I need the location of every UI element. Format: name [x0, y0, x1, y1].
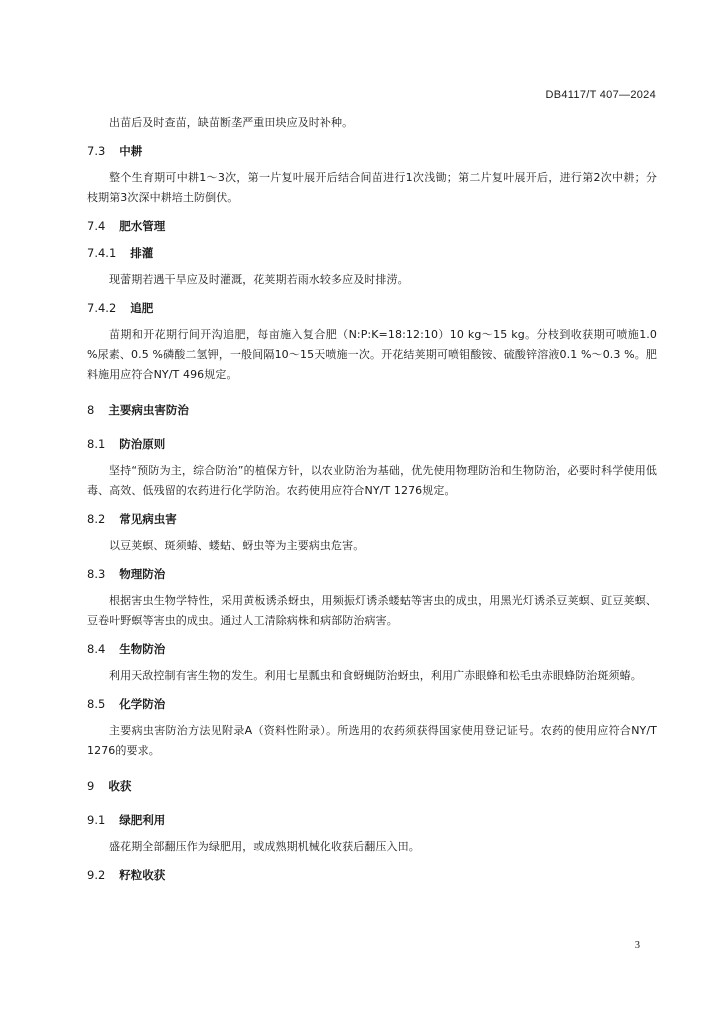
- section-title: 中耕: [119, 144, 143, 158]
- section-title: 籽粒收获: [119, 868, 166, 882]
- section-title: 收获: [108, 779, 132, 793]
- section-heading: [87, 811, 657, 829]
- section-title: 排灌: [130, 246, 154, 260]
- document-code: DB4117/T 407—2024: [545, 89, 656, 101]
- section-title: 物理防治: [119, 567, 166, 581]
- section-heading: [87, 565, 657, 583]
- section-heading: [87, 217, 657, 235]
- section-title: 追肥: [130, 301, 154, 315]
- section-number: 9: [87, 779, 95, 793]
- section-title: 绿肥利用: [119, 813, 166, 827]
- section-title: 肥水管理: [119, 219, 166, 233]
- section-number: 7.3: [87, 144, 106, 158]
- paragraph: 坚持“预防为主，综合防治”的植保方针，以农业防治为基础，优先使用物理防治和生物防治，必要时科学使用低毒、高效、低残留的农药进行化学防治。农药使用应符合NY/T 1276规定。: [87, 464, 657, 497]
- paragraph: 利用天敌控制有害生物的发生。利用七星瓢虫和食蚜蝇防治蚜虫，利用广赤眼蜂和松毛虫赤眼蜂防治斑须蝽。: [109, 669, 642, 682]
- section-heading: [87, 435, 657, 453]
- section-number: 8.2: [87, 512, 106, 526]
- chapter-heading: [87, 777, 657, 795]
- section-number: 9.1: [87, 813, 106, 827]
- section-number: 8.3: [87, 567, 106, 581]
- subsection-heading: [87, 299, 657, 317]
- section-number: 8.5: [87, 697, 106, 711]
- paragraph: 盛花期全部翻压作为绿肥用，或成熟期机械化收获后翻压入田。: [109, 840, 420, 853]
- section-title: 生物防治: [119, 642, 166, 656]
- section-heading: [87, 510, 657, 528]
- section-number: 7.4.2: [87, 301, 117, 315]
- paragraph: 以豆荚螟、斑须蝽、蝼蛄、蚜虫等为主要病虫危害。: [109, 539, 365, 552]
- section-number: 9.2: [87, 868, 106, 882]
- section-title: 常见病虫害: [119, 512, 177, 526]
- document-body: [87, 113, 657, 884]
- section-title: 化学防治: [119, 697, 166, 711]
- paragraph: 整个生育期可中耕1～3次，第一片复叶展开后结合间苗进行1次浅锄；第二片复叶展开后，进行第2次中耕；分枝期第3次深中耕培土防倒伏。: [87, 171, 657, 204]
- section-title: 防治原则: [119, 437, 166, 451]
- page-number: 3: [634, 940, 640, 951]
- section-title: 主要病虫害防治: [108, 403, 189, 417]
- paragraph: 出苗后及时查苗，缺苗断垄严重田块应及时补种。: [109, 116, 354, 129]
- section-number: 8: [87, 403, 95, 417]
- chapter-heading: [87, 401, 657, 419]
- section-heading: [87, 866, 657, 884]
- section-number: 8.1: [87, 437, 106, 451]
- subsection-heading: [87, 244, 657, 262]
- paragraph: 现蕾期若遇干旱应及时灌溉，花荚期若雨水较多应及时排涝。: [109, 273, 409, 286]
- section-heading: [87, 640, 657, 658]
- paragraph: 苗期和开花期行间开沟追肥，每亩施入复合肥（N:P:K=18:12:10）10 kg～15 kg。分枝到收获期可喷施1.0 %尿素、0.5 %磷酸二氢钾，一般间隔10～15天喷施一次。开花结荚期可喷钼酸铵、硫酸锌溶液0.1 %～0.3 %。肥料施用应符合NY/T 496规定。: [87, 328, 657, 381]
- section-number: 8.4: [87, 642, 106, 656]
- section-heading: [87, 142, 657, 160]
- section-number: 7.4.1: [87, 246, 117, 260]
- paragraph: 根据害虫生物学特性，采用黄板诱杀蚜虫，用频振灯诱杀蝼蛄等害虫的成虫，用黑光灯诱杀豆荚螟、豇豆荚螟、豆卷叶野螟等害虫的成虫。通过人工清除病株和病部防治病害。: [87, 594, 657, 627]
- section-number: 7.4: [87, 219, 106, 233]
- section-heading: [87, 695, 657, 713]
- paragraph: 主要病虫害防治方法见附录A（资料性附录）。所选用的农药须获得国家使用登记证号。农药的使用应符合NY/T 1276的要求。: [87, 724, 657, 757]
